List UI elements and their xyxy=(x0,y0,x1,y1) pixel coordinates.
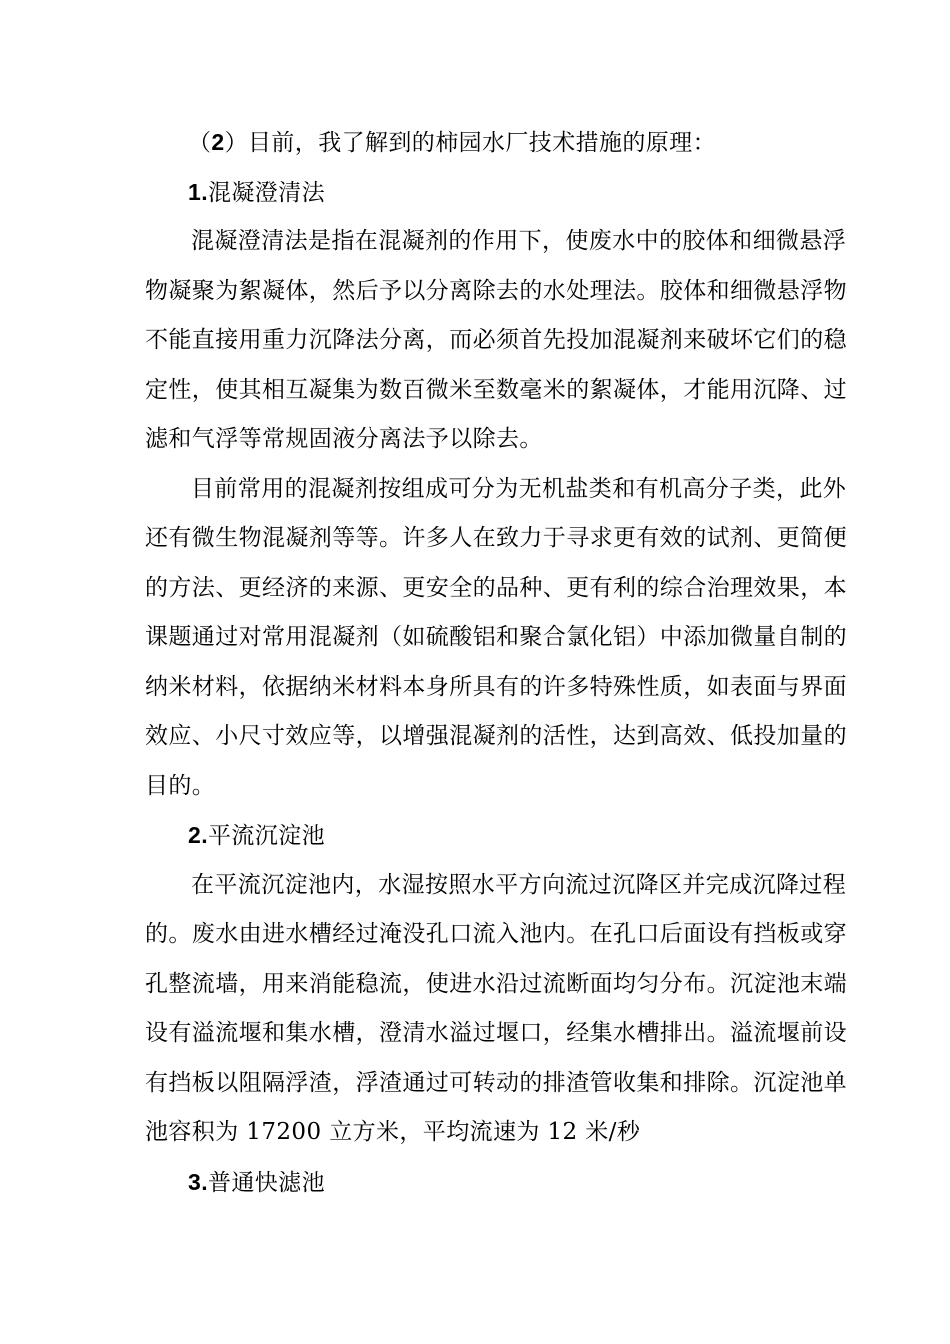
intro-text: ）目前，我了解到的柿园水厂技术措施的原理： xyxy=(224,130,717,156)
paragraph-line: 课题通过对常用混凝剂（如硫酸铝和聚合氯化铝）中添加微量自制的 xyxy=(145,624,847,650)
intro-prefix-number: 2 xyxy=(211,129,225,155)
paragraph-line: 效应、小尺寸效应等，以增强混凝剂的活性，达到高效、低投加量的 xyxy=(145,723,847,749)
paragraph-line: 的方法、更经济的来源、更安全的品种、更有利的综合治理效果，本 xyxy=(145,574,847,601)
section-number: 1. xyxy=(188,178,208,205)
intro-prefix-open: （ xyxy=(188,130,212,156)
intro-line xyxy=(145,118,807,168)
section-title: 普通快滤池 xyxy=(207,1169,325,1196)
paragraph-line: 目的。 xyxy=(145,772,216,799)
section-number: 2. xyxy=(188,822,208,848)
paragraph-line: 设有溢流堰和集水槽，澄清水溢过堰口，经集水槽排出。溢流堰前设 xyxy=(145,1020,847,1046)
paragraph-line: 还有微生物混凝剂等等。许多人在致力于寻求更有效的试剂、更简便 xyxy=(145,525,847,551)
paragraph-line: 混凝澄清法是指在混凝剂的作用下，使废水中的胶体和细微悬浮 xyxy=(191,228,847,254)
paragraph-line: 在平流沉淀池内，水湿按照水平方向流过沉降区并完成沉降过程 xyxy=(191,871,847,898)
paragraph-1-2 xyxy=(145,465,847,812)
document-page xyxy=(145,118,847,1207)
paragraph-line: 不能直接用重力沉降法分离，而必须首先投加混凝剂来破坏它们的稳 xyxy=(145,327,847,353)
paragraph-line: 孔整流墙，用来消能稳流，使进水沿过流断面均匀分布。沉淀池末端 xyxy=(145,970,847,997)
section-title: 平流沉淀池 xyxy=(207,823,325,849)
paragraph-line: 滤和气浮等常规固液分离法予以除去。 xyxy=(145,426,543,452)
section-title: 混凝澄清法 xyxy=(207,179,325,206)
section-number: 3. xyxy=(188,1168,208,1195)
paragraph-line: 有挡板以阻隔浮渣，浮渣通过可转动的排渣管收集和排除。沉淀池单 xyxy=(145,1069,847,1096)
section-heading-2 xyxy=(145,811,807,861)
paragraph-line: 纳米材料，依据纳米材料本身所具有的许多特殊性质，如表面与界面 xyxy=(145,673,847,700)
paragraph-line: 的。废水由进水槽经过淹没孔口流入池内。在孔口后面设有挡板或穿 xyxy=(145,921,847,947)
paragraph-line: 定性，使其相互凝集为数百微米至数毫米的絮凝体，才能用沉降、过 xyxy=(145,376,847,403)
paragraph-line: 池容积为 17200 立方米，平均流速为 12 米/秒 xyxy=(145,1119,641,1145)
paragraph-2-1 xyxy=(145,861,847,1158)
paragraph-line: 目前常用的混凝剂按组成可分为无机盐类和有机高分子类，此外 xyxy=(191,475,847,502)
paragraph-1-1 xyxy=(145,217,847,465)
paragraph-line: 物凝聚为絮凝体，然后予以分离除去的水处理法。胶体和细微悬浮物 xyxy=(145,277,847,304)
section-heading-3 xyxy=(145,1158,807,1208)
section-heading-1 xyxy=(145,168,807,218)
